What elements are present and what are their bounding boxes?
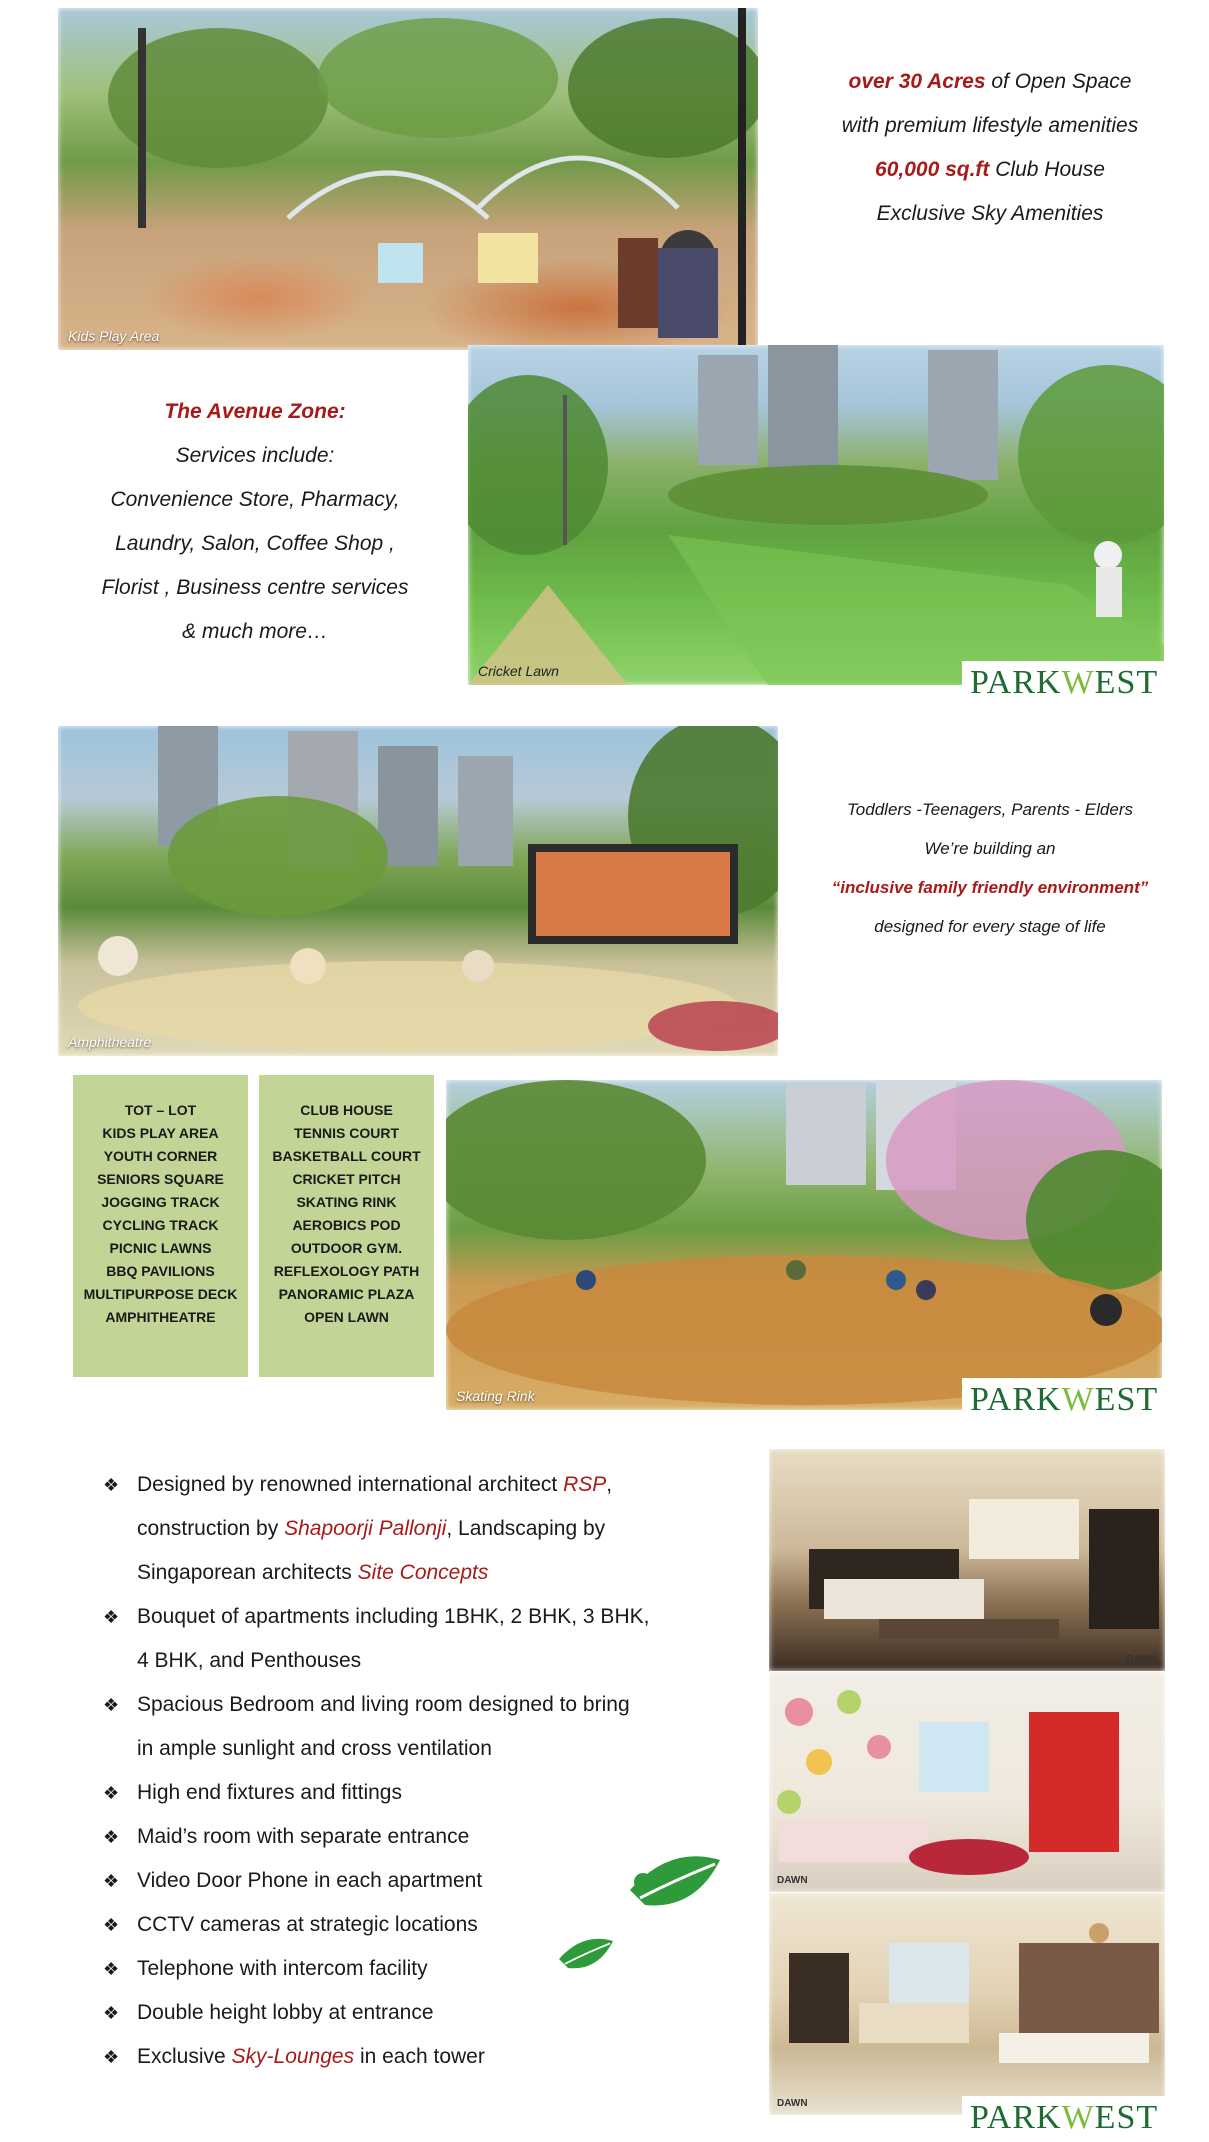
amenity-item: CLUB HOUSE [300, 1102, 393, 1118]
sky-amenities-line: Exclusive Sky Amenities [876, 202, 1104, 225]
parkwest-logo-3: PARKWEST [962, 2096, 1166, 2140]
leaf-icon [555, 1935, 617, 1977]
amenity-item: KIDS PLAY AREA [102, 1125, 219, 1141]
family-text [790, 790, 1190, 946]
dawn-badge: DAWN [777, 2098, 808, 2109]
bullet-icon: ❖ [103, 1871, 120, 1891]
avenue-line: Convenience Store, Pharmacy, [110, 488, 400, 511]
feature-item: ❖ Designed by renowned international architect RSP, construction by Shapoorji Pallonji, Landscaping by Singaporean architects Site Concepts [103, 1463, 663, 1595]
parkwest-logo-2: PARKWEST [962, 1378, 1166, 1422]
feature-item: ❖ Exclusive Sky-Lounges in each tower [103, 2035, 663, 2079]
parkwest-logo-1: PARKWEST [962, 661, 1166, 705]
skating-rink-image [446, 1080, 1162, 1410]
open-space-line: over 30 Acres of Open Space [848, 70, 1132, 93]
feature-item: ❖ Double height lobby at entrance [103, 1991, 663, 2035]
kids-bedroom-illustration [769, 1672, 1165, 1892]
sqft-highlight: 60,000 sq.ft [875, 158, 990, 181]
bedroom-interior-image [769, 1449, 1165, 1671]
feature-item: ❖ Video Door Phone in each apartment [103, 1859, 663, 1903]
skating-rink-illustration [446, 1080, 1162, 1410]
cricket-caption: Cricket Lawn [478, 663, 559, 679]
leaf-icon [625, 1850, 725, 1920]
avenue-zone-text [80, 390, 430, 654]
construction-highlight: Shapoorji Pallonji [284, 1517, 447, 1540]
amenity-item: BASKETBALL COURT [272, 1148, 421, 1164]
landscape-highlight: Site Concepts [357, 1561, 489, 1584]
amenity-item: TENNIS COURT [294, 1125, 399, 1141]
amenity-item: SKATING RINK [296, 1194, 397, 1210]
amenity-item: PICNIC LAWNS [109, 1240, 212, 1256]
amenity-item: AMPHITHEATRE [105, 1309, 216, 1325]
amenity-item: OUTDOOR GYM. [290, 1240, 403, 1256]
amenities-line: with premium lifestyle amenities [841, 114, 1139, 137]
avenue-line: Laundry, Salon, Coffee Shop , [115, 532, 395, 555]
family-line-4: designed for every stage of life [874, 917, 1106, 936]
amenity-item: JOGGING TRACK [101, 1194, 220, 1210]
amenity-item: CRICKET PITCH [292, 1171, 401, 1187]
feature-item: ❖ Bouquet of apartments including 1BHK, 2 BHK, 3 BHK, 4 BHK, and Penthouses [103, 1595, 663, 1683]
features-list [103, 1463, 663, 2079]
architect-highlight: RSP [563, 1473, 607, 1496]
amenity-item: OPEN LAWN [304, 1309, 389, 1325]
bedroom-illustration [769, 1449, 1165, 1671]
amenity-item: TOT – LOT [124, 1102, 197, 1118]
dawn-badge: DAWN [1126, 1654, 1157, 1665]
cricket-lawn-illustration [468, 345, 1164, 685]
family-highlight: “inclusive family friendly environment” [831, 878, 1149, 897]
feature-item: ❖ CCTV cameras at strategic locations [103, 1903, 663, 1947]
amenity-item: SENIORS SQUARE [97, 1171, 224, 1187]
avenue-line: Services include: [175, 444, 335, 467]
feature-item: ❖ Telephone with intercom facility [103, 1947, 663, 1991]
amenity-item: BBQ PAVILIONS [106, 1263, 215, 1279]
family-line-2: We’re building an [924, 839, 1056, 858]
amphitheatre-illustration [58, 726, 778, 1056]
amphitheatre-caption: Amphitheatre [68, 1034, 152, 1050]
feature-item: ❖ Maid’s room with separate entrance [103, 1815, 663, 1859]
amenities-list-left [73, 1075, 248, 1377]
amenity-item: YOUTH CORNER [103, 1148, 218, 1164]
amphitheatre-image [58, 726, 778, 1056]
amenity-item: AEROBICS POD [292, 1217, 401, 1233]
living-room-illustration [769, 1893, 1165, 2115]
avenue-line: & much more… [182, 620, 328, 643]
bullet-icon: ❖ [103, 1695, 120, 1715]
avenue-line: Florist , Business centre services [101, 576, 409, 599]
bullet-icon: ❖ [103, 1915, 120, 1935]
cricket-lawn-image [468, 345, 1164, 685]
amenity-item: REFLEXOLOGY PATH [273, 1263, 420, 1279]
bullet-icon: ❖ [103, 2003, 120, 2023]
bullet-icon: ❖ [103, 1827, 120, 1847]
bullet-icon: ❖ [103, 1607, 120, 1627]
living-room-image [769, 1893, 1165, 2115]
family-line-1: Toddlers -Teenagers, Parents - Elders [846, 800, 1133, 819]
avenue-title: The Avenue Zone: [164, 400, 346, 423]
kids-play-area-image [58, 8, 758, 350]
amenity-item: MULTIPURPOSE DECK [83, 1286, 238, 1302]
dawn-badge: DAWN [777, 1875, 808, 1886]
feature-item: ❖ Spacious Bedroom and living room designed to bring in ample sunlight and cross ventilation [103, 1683, 663, 1771]
bullet-icon: ❖ [103, 1783, 120, 1803]
amenity-item: PANORAMIC PLAZA [278, 1286, 415, 1302]
feature-item: ❖ High end fixtures and fittings [103, 1771, 663, 1815]
kids-play-caption: Kids Play Area [68, 328, 160, 344]
bullet-icon: ❖ [103, 2047, 120, 2067]
top-features [780, 60, 1200, 236]
bullet-icon: ❖ [103, 1959, 120, 1979]
kids-bedroom-image [769, 1672, 1165, 1892]
acres-highlight: over 30 Acres [848, 70, 986, 93]
amenity-item: CYCLING TRACK [102, 1217, 219, 1233]
sky-lounge-highlight: Sky-Lounges [231, 2045, 355, 2068]
amenities-list-right [259, 1075, 434, 1377]
bullet-icon: ❖ [103, 1475, 120, 1495]
playground-illustration [58, 8, 758, 350]
club-house-line: 60,000 sq.ft Club House [875, 158, 1105, 181]
skating-caption: Skating Rink [456, 1388, 535, 1404]
